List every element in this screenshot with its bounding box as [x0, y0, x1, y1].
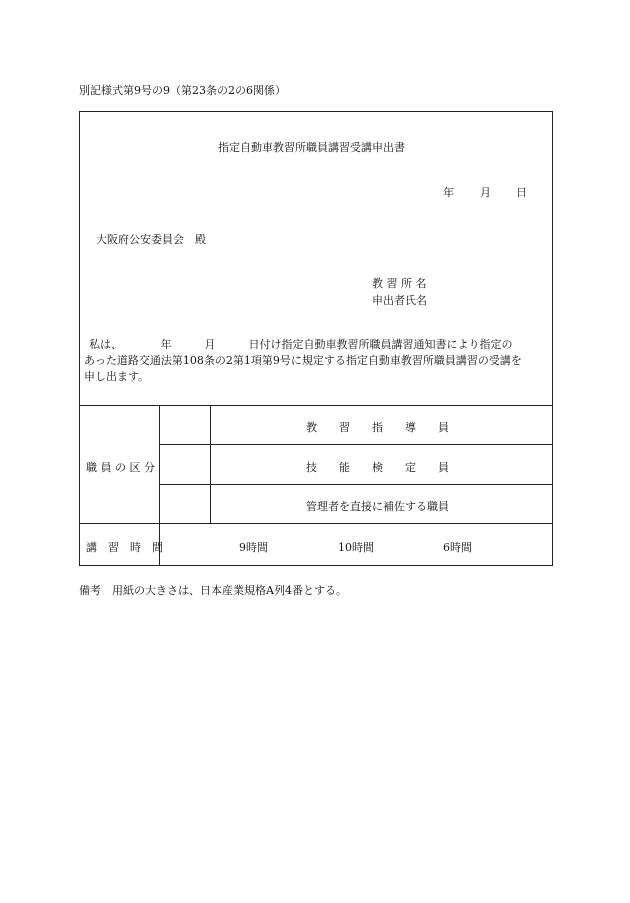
training-hours-value: 10時間 [338, 541, 374, 554]
addressee: 大阪府公安委員会 殿 [96, 233, 206, 246]
row-divider [159, 444, 552, 445]
form-reference: 別記様式第9号の9（第23条の2の6関係） [79, 84, 286, 97]
staff-division-row: 教 習 指 導 員 [306, 421, 449, 434]
date-month: 月 [480, 186, 491, 199]
section-divider [80, 405, 552, 406]
date-year: 年 [443, 186, 454, 199]
staff-division-row: 管理者を直接に補佐する職員 [306, 500, 449, 513]
body-line: 申し出ます。 [84, 370, 150, 383]
training-hours-value: 6時間 [443, 541, 472, 554]
body-line: 私は、 年 月 日付け指定自動車教習所職員講習通知書により指定の [89, 338, 513, 351]
column-divider [210, 405, 211, 523]
remarks-note: 備考 用紙の大きさは、日本産業規格A列4番とする。 [79, 584, 347, 597]
applicant-name-label: 申出者氏名 [372, 294, 427, 307]
date-day: 日 [516, 186, 527, 199]
staff-division-row: 技 能 検 定 員 [306, 461, 449, 474]
row-divider [159, 484, 552, 485]
training-hours-value: 9時間 [239, 541, 268, 554]
staff-division-label: 職 員 の 区 分 [86, 461, 155, 474]
form-title: 指定自動車教習所職員講習受講申出書 [218, 141, 405, 154]
school-name-label: 教 習 所 名 [372, 277, 427, 290]
application-form [79, 111, 553, 566]
section-divider [80, 523, 552, 524]
body-line: あった道路交通法第108条の2第1項第9号に規定する指定自動車教習所職員講習の受講を [84, 354, 522, 367]
training-hours-label: 講 習 時 間 [86, 541, 163, 554]
